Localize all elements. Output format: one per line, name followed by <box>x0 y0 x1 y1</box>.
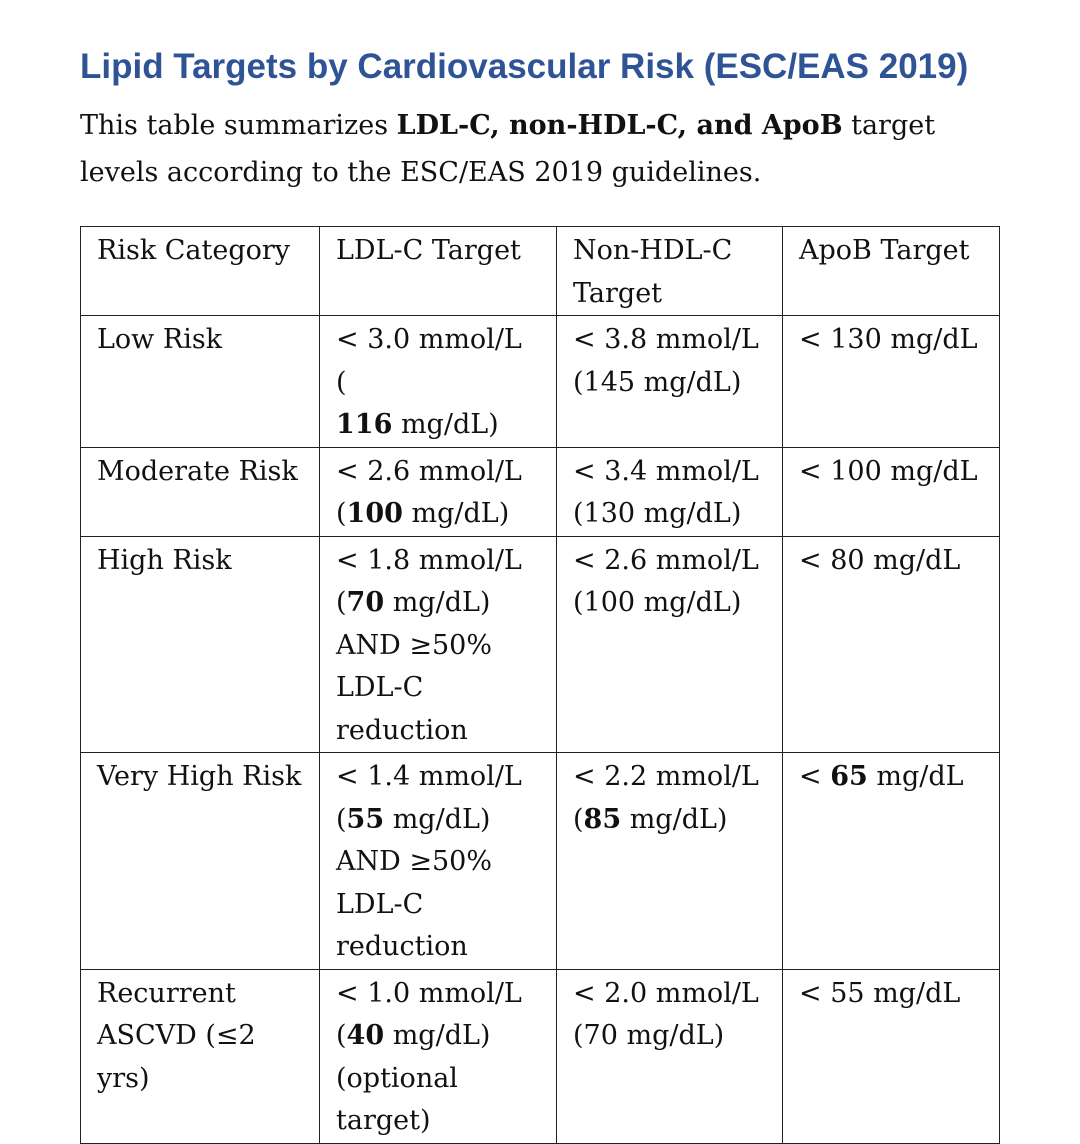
page-title: Lipid Targets by Cardiovascular Risk (ESC/EAS 2019) <box>80 47 969 86</box>
header-ldl-target: LDL-C Target <box>320 227 557 316</box>
cell-ldl-target: < 1.4 mmol/L (55 mg/dL) AND ≥50% LDL-C reduction <box>320 753 557 970</box>
header-apob-target: ApoB Target <box>783 227 1000 316</box>
table-row-moderate-risk <box>81 447 1000 536</box>
cell-risk-category: Very High Risk <box>81 753 320 970</box>
table-row-very-high-risk <box>81 753 1000 970</box>
cell-nonhdl-target: < 2.6 mmol/L (100 mg/dL) <box>557 536 783 753</box>
cell-ldl-target: < 3.0 mmol/L ( 116 mg/dL) <box>320 316 557 448</box>
cell-risk-category: High Risk <box>81 536 320 753</box>
cell-ldl-target: < 1.0 mmol/L (40 mg/dL) (optional target) <box>320 969 557 1143</box>
intro-text-before: This table summarizes <box>80 110 397 141</box>
intro-paragraph <box>80 102 1010 196</box>
table-row-high-risk <box>81 536 1000 753</box>
cell-nonhdl-target: < 2.0 mmol/L (70 mg/dL) <box>557 969 783 1143</box>
cell-ldl-target: < 1.8 mmol/L (70 mg/dL) AND ≥50% LDL-C reduction <box>320 536 557 753</box>
header-nonhdl-target: Non-HDL-C Target <box>557 227 783 316</box>
table-row-low-risk <box>81 316 1000 448</box>
header-risk-category: Risk Category <box>81 227 320 316</box>
cell-nonhdl-target: < 3.4 mmol/L (130 mg/dL) <box>557 447 783 536</box>
cell-apob-target: < 130 mg/dL <box>783 316 1000 448</box>
cell-risk-category: Low Risk <box>81 316 320 448</box>
cell-apob-target: < 55 mg/dL <box>783 969 1000 1143</box>
lipid-targets-table <box>80 226 1000 1144</box>
cell-risk-category: Recurrent ASCVD (≤2 yrs) <box>81 969 320 1143</box>
intro-text-bold: LDL-C, non-HDL-C, and ApoB <box>396 110 843 141</box>
cell-nonhdl-target: < 3.8 mmol/L (145 mg/dL) <box>557 316 783 448</box>
cell-apob-target: < 65 mg/dL <box>783 753 1000 970</box>
table-header-row <box>81 227 1000 316</box>
intro-text-after: target levels according to the ESC/EAS 2019 guidelines. <box>80 110 936 188</box>
table-row-recurrent-ascvd <box>81 969 1000 1143</box>
cell-apob-target: < 80 mg/dL <box>783 536 1000 753</box>
cell-apob-target: < 100 mg/dL <box>783 447 1000 536</box>
cell-nonhdl-target: < 2.2 mmol/L (85 mg/dL) <box>557 753 783 970</box>
cell-risk-category: Moderate Risk <box>81 447 320 536</box>
cell-ldl-target: < 2.6 mmol/L (100 mg/dL) <box>320 447 557 536</box>
